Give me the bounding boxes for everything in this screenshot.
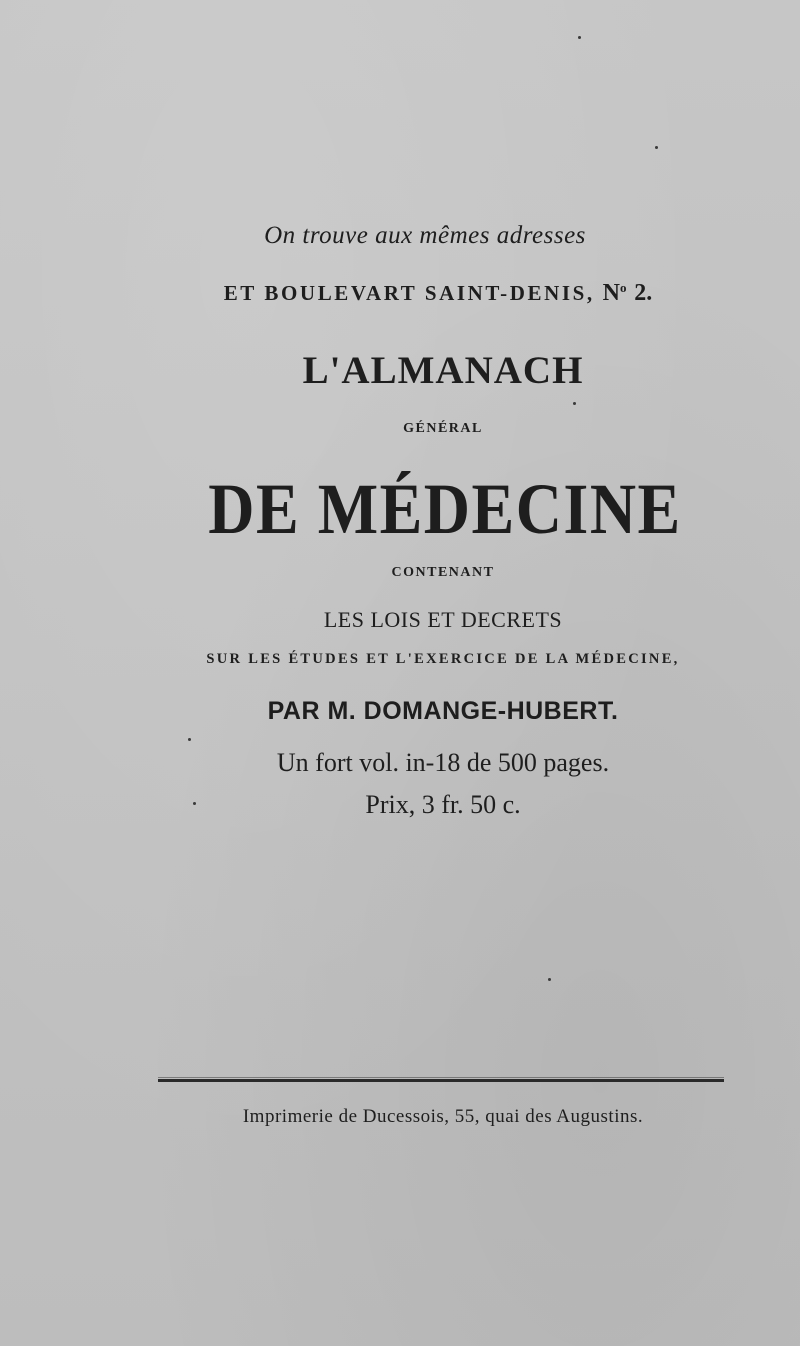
book-title-general: GÉNÉRAL	[403, 421, 483, 436]
contents-line-etudes: SUR LES ÉTUDES ET L'EXERCICE DE LA MÉDECINE,	[206, 651, 680, 667]
printer-line: Imprimerie de Ducessois, 55, quai des Augustins.	[242, 1106, 644, 1127]
contents-line-lois: LES LOIS ET DECRETS	[323, 607, 563, 632]
contents-label: CONTENANT	[391, 565, 495, 580]
book-title-almanach: L'ALMANACH	[302, 349, 584, 392]
address-number-sup: o	[619, 280, 627, 295]
ink-speck	[578, 36, 581, 39]
author-line: PAR M. DOMANGE-HUBERT.	[267, 697, 619, 725]
format-line: Un fort vol. in-18 de 500 pages.	[276, 748, 610, 777]
intro-line: On trouve aux mêmes adresses	[264, 222, 586, 249]
ink-speck	[548, 978, 551, 981]
address-line	[0, 280, 800, 307]
address-text: ET BOULEVART SAINT-DENIS,	[223, 281, 595, 305]
address-number-prefix: N	[602, 280, 620, 306]
divider-rule-thin	[158, 1077, 724, 1078]
ink-speck	[655, 146, 658, 149]
ink-speck	[573, 402, 576, 405]
address-number: 2.	[634, 280, 653, 306]
price-line: Prix, 3 fr. 50 c.	[365, 790, 521, 819]
book-title-medecine: DE MÉDECINE	[208, 469, 682, 549]
ink-speck	[188, 738, 191, 741]
ink-speck	[193, 802, 196, 805]
divider-rule	[158, 1079, 724, 1082]
